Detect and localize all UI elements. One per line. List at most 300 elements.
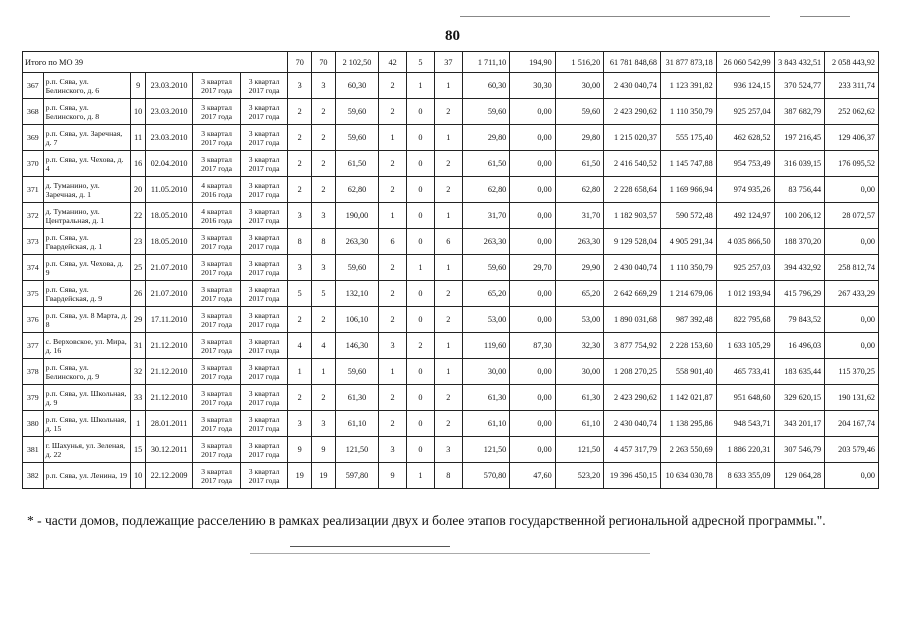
date-cell: 23.03.2010 — [145, 73, 192, 99]
value-cell: 2 263 550,69 — [660, 437, 716, 463]
value-cell: 948 543,71 — [716, 411, 774, 437]
value-cell: 974 935,26 — [716, 177, 774, 203]
total-cell: 70 — [288, 52, 312, 73]
value-cell: 59,60 — [335, 125, 378, 151]
value-cell: 0 — [407, 385, 435, 411]
quarter-cell: 3 квартал 2017 года — [193, 99, 240, 125]
number-cell: 11 — [131, 125, 145, 151]
quarter-cell: 3 квартал 2017 года — [240, 385, 288, 411]
value-cell: 2 430 040,74 — [604, 73, 661, 99]
table-row — [23, 125, 879, 151]
table-row — [23, 411, 879, 437]
value-cell: 0,00 — [510, 411, 555, 437]
value-cell: 115 370,25 — [825, 359, 879, 385]
value-cell: 29,90 — [555, 255, 604, 281]
date-cell: 21.12.2010 — [145, 333, 192, 359]
value-cell: 9 — [379, 463, 407, 489]
value-cell: 87,30 — [510, 333, 555, 359]
table-row — [23, 177, 879, 203]
value-cell: 2 — [434, 411, 462, 437]
value-cell: 925 257,03 — [716, 255, 774, 281]
value-cell: 0 — [407, 307, 435, 333]
value-cell: 4 457 317,79 — [604, 437, 661, 463]
table-row — [23, 281, 879, 307]
value-cell: 65,20 — [555, 281, 604, 307]
value-cell: 2 — [312, 177, 336, 203]
value-cell: 822 795,68 — [716, 307, 774, 333]
row-index-cell: 380 — [23, 411, 44, 437]
value-cell: 925 257,04 — [716, 99, 774, 125]
quarter-cell: 3 квартал 2017 года — [193, 463, 240, 489]
value-cell: 121,50 — [555, 437, 604, 463]
table-row — [23, 385, 879, 411]
value-cell: 47,60 — [510, 463, 555, 489]
value-cell: 9 — [288, 437, 312, 463]
value-cell: 30,00 — [555, 359, 604, 385]
quarter-cell: 3 квартал 2017 года — [193, 73, 240, 99]
value-cell: 258 812,74 — [825, 255, 879, 281]
scan-artifact-line — [250, 553, 650, 554]
value-cell: 29,70 — [510, 255, 555, 281]
value-cell: 1 — [434, 125, 462, 151]
value-cell: 4 905 291,34 — [660, 229, 716, 255]
value-cell: 1 890 031,68 — [604, 307, 661, 333]
value-cell: 0,00 — [825, 307, 879, 333]
value-cell: 121,50 — [462, 437, 509, 463]
value-cell: 2 — [288, 385, 312, 411]
value-cell: 1 012 193,94 — [716, 281, 774, 307]
quarter-cell: 3 квартал 2017 года — [240, 99, 288, 125]
value-cell: 0 — [407, 151, 435, 177]
value-cell: 3 — [288, 411, 312, 437]
value-cell: 61,30 — [335, 385, 378, 411]
value-cell: 62,80 — [335, 177, 378, 203]
value-cell: 2 — [379, 151, 407, 177]
value-cell: 100 206,12 — [774, 203, 825, 229]
date-cell: 21.12.2010 — [145, 359, 192, 385]
value-cell: 29,80 — [555, 125, 604, 151]
value-cell: 2 — [379, 73, 407, 99]
date-cell: 23.03.2010 — [145, 99, 192, 125]
table-row — [23, 73, 879, 99]
quarter-cell: 3 квартал 2017 года — [240, 177, 288, 203]
address-cell: р.п. Сява, ул. Белинского, д. 8 — [43, 99, 131, 125]
value-cell: 62,80 — [555, 177, 604, 203]
value-cell: 1 — [407, 73, 435, 99]
date-cell: 28.01.2011 — [145, 411, 192, 437]
address-cell: г. Шахунья, ул. Зеленая, д. 22 — [43, 437, 131, 463]
value-cell: 4 — [288, 333, 312, 359]
footnote: * - части домов, подлежащие расселению в рамках реализации двух и более этапов государственной региональной адресной программы.". — [27, 513, 826, 528]
quarter-cell: 3 квартал 2017 года — [240, 229, 288, 255]
value-cell: 61,10 — [335, 411, 378, 437]
quarter-cell: 3 квартал 2017 года — [193, 411, 240, 437]
value-cell: 2 — [379, 255, 407, 281]
value-cell: 0,00 — [510, 203, 555, 229]
total-cell: 3 843 432,51 — [774, 52, 825, 73]
value-cell: 2 — [434, 151, 462, 177]
value-cell: 570,80 — [462, 463, 509, 489]
value-cell: 2 — [379, 99, 407, 125]
number-cell: 29 — [131, 307, 145, 333]
value-cell: 2 — [312, 385, 336, 411]
value-cell: 0 — [407, 125, 435, 151]
quarter-cell: 3 квартал 2017 года — [193, 385, 240, 411]
row-index-cell: 371 — [23, 177, 44, 203]
value-cell: 1 — [434, 359, 462, 385]
number-cell: 15 — [131, 437, 145, 463]
quarter-cell: 3 квартал 2017 года — [240, 307, 288, 333]
value-cell: 0,00 — [825, 463, 879, 489]
value-cell: 1 169 966,94 — [660, 177, 716, 203]
value-cell: 263,30 — [462, 229, 509, 255]
address-cell: д. Туманино, ул. Заречная, д. 1 — [43, 177, 131, 203]
scan-artifact-line — [800, 16, 850, 17]
total-cell: 61 781 848,68 — [604, 52, 661, 73]
value-cell: 2 228 658,64 — [604, 177, 661, 203]
date-cell: 11.05.2010 — [145, 177, 192, 203]
value-cell: 387 682,79 — [774, 99, 825, 125]
quarter-cell: 3 квартал 2017 года — [240, 463, 288, 489]
value-cell: 16 496,03 — [774, 333, 825, 359]
value-cell: 2 — [288, 307, 312, 333]
value-cell: 370 524,77 — [774, 73, 825, 99]
value-cell: 1 — [379, 359, 407, 385]
value-cell: 492 124,97 — [716, 203, 774, 229]
value-cell: 0,00 — [510, 177, 555, 203]
scan-artifact-line — [460, 16, 770, 17]
value-cell: 1 142 021,87 — [660, 385, 716, 411]
value-cell: 2 — [379, 177, 407, 203]
value-cell: 2 423 290,62 — [604, 99, 661, 125]
address-cell: р.п. Сява, ул. Школьная, д. 9 — [43, 385, 131, 411]
value-cell: 204 167,74 — [825, 411, 879, 437]
value-cell: 1 145 747,88 — [660, 151, 716, 177]
value-cell: 3 — [312, 203, 336, 229]
value-cell: 2 — [312, 151, 336, 177]
value-cell: 1 110 350,79 — [660, 99, 716, 125]
value-cell: 0,00 — [510, 151, 555, 177]
value-cell: 1 633 105,29 — [716, 333, 774, 359]
value-cell: 1 886 220,31 — [716, 437, 774, 463]
table-row — [23, 229, 879, 255]
date-cell: 21.07.2010 — [145, 281, 192, 307]
address-cell: р.п. Сява, ул. Чехова, д. 4 — [43, 151, 131, 177]
value-cell: 0,00 — [510, 229, 555, 255]
address-cell: р.п. Сява, ул. Заречная, д. 7 — [43, 125, 131, 151]
address-cell: р.п. Сява, ул. Школьная, д. 15 — [43, 411, 131, 437]
number-cell: 31 — [131, 333, 145, 359]
value-cell: 129 064,28 — [774, 463, 825, 489]
quarter-cell: 3 квартал 2017 года — [240, 125, 288, 151]
value-cell: 2 — [312, 99, 336, 125]
value-cell: 19 396 450,15 — [604, 463, 661, 489]
value-cell: 252 062,62 — [825, 99, 879, 125]
address-cell: р.п. Сява, ул. Ленина, 19 — [43, 463, 131, 489]
value-cell: 8 — [434, 463, 462, 489]
value-cell: 3 — [288, 255, 312, 281]
value-cell: 106,10 — [335, 307, 378, 333]
value-cell: 954 753,49 — [716, 151, 774, 177]
value-cell: 59,60 — [335, 99, 378, 125]
row-index-cell: 368 — [23, 99, 44, 125]
value-cell: 465 733,41 — [716, 359, 774, 385]
value-cell: 3 — [434, 437, 462, 463]
quarter-cell: 4 квартал 2016 года — [193, 203, 240, 229]
value-cell: 2 — [379, 411, 407, 437]
value-cell: 62,80 — [462, 177, 509, 203]
number-cell: 33 — [131, 385, 145, 411]
row-index-cell: 370 — [23, 151, 44, 177]
value-cell: 30,00 — [555, 73, 604, 99]
value-cell: 555 175,40 — [660, 125, 716, 151]
quarter-cell: 3 квартал 2017 года — [240, 255, 288, 281]
value-cell: 0,00 — [510, 281, 555, 307]
value-cell: 4 035 866,50 — [716, 229, 774, 255]
value-cell: 2 — [312, 125, 336, 151]
value-cell: 2 — [434, 281, 462, 307]
value-cell: 1 138 295,86 — [660, 411, 716, 437]
value-cell: 2 416 540,52 — [604, 151, 661, 177]
value-cell: 3 — [312, 73, 336, 99]
address-cell: р.п. Сява, ул. Белинского, д. 6 — [43, 73, 131, 99]
value-cell: 1 — [407, 463, 435, 489]
table-row — [23, 255, 879, 281]
quarter-cell: 4 квартал 2016 года — [193, 177, 240, 203]
value-cell: 0,00 — [510, 437, 555, 463]
value-cell: 2 — [312, 307, 336, 333]
date-cell: 21.07.2010 — [145, 255, 192, 281]
value-cell: 3 — [288, 73, 312, 99]
value-cell: 2 — [288, 125, 312, 151]
value-cell: 3 — [312, 411, 336, 437]
quarter-cell: 3 квартал 2017 года — [240, 281, 288, 307]
quarter-cell: 3 квартал 2017 года — [193, 307, 240, 333]
quarter-cell: 3 квартал 2017 года — [240, 333, 288, 359]
value-cell: 597,80 — [335, 463, 378, 489]
value-cell: 8 — [312, 229, 336, 255]
quarter-cell: 3 квартал 2017 года — [193, 437, 240, 463]
value-cell: 1 110 350,79 — [660, 255, 716, 281]
row-index-cell: 376 — [23, 307, 44, 333]
value-cell: 8 — [288, 229, 312, 255]
value-cell: 316 039,15 — [774, 151, 825, 177]
value-cell: 394 432,92 — [774, 255, 825, 281]
page-number: 80 — [445, 28, 460, 44]
value-cell: 0 — [407, 281, 435, 307]
value-cell: 2 — [379, 281, 407, 307]
value-cell: 61,10 — [555, 411, 604, 437]
value-cell: 329 620,15 — [774, 385, 825, 411]
number-cell: 22 — [131, 203, 145, 229]
value-cell: 0 — [407, 359, 435, 385]
table-row — [23, 203, 879, 229]
value-cell: 2 — [434, 385, 462, 411]
value-cell: 61,30 — [462, 385, 509, 411]
value-cell: 2 430 040,74 — [604, 411, 661, 437]
value-cell: 2 — [434, 99, 462, 125]
value-cell: 65,20 — [462, 281, 509, 307]
quarter-cell: 3 квартал 2017 года — [240, 73, 288, 99]
total-cell: 26 060 542,99 — [716, 52, 774, 73]
quarter-cell: 3 квартал 2017 года — [240, 151, 288, 177]
value-cell: 132,10 — [335, 281, 378, 307]
date-cell: 21.12.2010 — [145, 385, 192, 411]
value-cell: 19 — [312, 463, 336, 489]
value-cell: 59,60 — [462, 99, 509, 125]
total-cell: 70 — [312, 52, 336, 73]
value-cell: 4 — [312, 333, 336, 359]
value-cell: 188 370,20 — [774, 229, 825, 255]
resettlement-table — [22, 51, 879, 489]
value-cell: 59,60 — [555, 99, 604, 125]
value-cell: 1 208 270,25 — [604, 359, 661, 385]
value-cell: 9 — [312, 437, 336, 463]
value-cell: 1 — [379, 125, 407, 151]
value-cell: 0,00 — [510, 359, 555, 385]
value-cell: 1 — [312, 359, 336, 385]
value-cell: 60,30 — [335, 73, 378, 99]
total-cell: 2 102,50 — [335, 52, 378, 73]
date-cell: 02.04.2010 — [145, 151, 192, 177]
address-cell: р.п. Сява, ул. Гвардейская, д. 9 — [43, 281, 131, 307]
value-cell: 29,80 — [462, 125, 509, 151]
address-cell: р.п. Сява, ул. Гвардейская, д. 1 — [43, 229, 131, 255]
value-cell: 2 228 153,60 — [660, 333, 716, 359]
value-cell: 0,00 — [825, 177, 879, 203]
value-cell: 30,00 — [462, 359, 509, 385]
value-cell: 2 — [407, 333, 435, 359]
date-cell: 18.05.2010 — [145, 203, 192, 229]
total-cell: 194,90 — [510, 52, 555, 73]
value-cell: 1 214 679,06 — [660, 281, 716, 307]
quarter-cell: 3 квартал 2017 года — [240, 203, 288, 229]
value-cell: 0,00 — [510, 125, 555, 151]
number-cell: 23 — [131, 229, 145, 255]
value-cell: 61,30 — [555, 385, 604, 411]
date-cell: 18.05.2010 — [145, 229, 192, 255]
value-cell: 183 635,44 — [774, 359, 825, 385]
table-row — [23, 333, 879, 359]
row-index-cell: 375 — [23, 281, 44, 307]
value-cell: 61,50 — [555, 151, 604, 177]
value-cell: 1 123 391,82 — [660, 73, 716, 99]
quarter-cell: 3 квартал 2017 года — [240, 437, 288, 463]
value-cell: 59,60 — [462, 255, 509, 281]
date-cell: 23.03.2010 — [145, 125, 192, 151]
row-index-cell: 369 — [23, 125, 44, 151]
value-cell: 79 843,52 — [774, 307, 825, 333]
total-cell: 5 — [407, 52, 435, 73]
value-cell: 2 430 040,74 — [604, 255, 661, 281]
value-cell: 233 311,74 — [825, 73, 879, 99]
value-cell: 2 642 669,29 — [604, 281, 661, 307]
value-cell: 0 — [407, 437, 435, 463]
row-index-cell: 373 — [23, 229, 44, 255]
table-row — [23, 307, 879, 333]
value-cell: 523,20 — [555, 463, 604, 489]
value-cell: 2 423 290,62 — [604, 385, 661, 411]
value-cell: 197 216,45 — [774, 125, 825, 151]
number-cell: 1 — [131, 411, 145, 437]
value-cell: 3 — [312, 255, 336, 281]
date-cell: 22.12.2009 — [145, 463, 192, 489]
value-cell: 307 546,79 — [774, 437, 825, 463]
value-cell: 415 796,29 — [774, 281, 825, 307]
value-cell: 203 579,46 — [825, 437, 879, 463]
value-cell: 9 129 528,04 — [604, 229, 661, 255]
value-cell: 0 — [407, 203, 435, 229]
value-cell: 936 124,15 — [716, 73, 774, 99]
value-cell: 1 — [407, 255, 435, 281]
number-cell: 26 — [131, 281, 145, 307]
total-cell: 42 — [379, 52, 407, 73]
value-cell: 8 633 355,09 — [716, 463, 774, 489]
quarter-cell: 3 квартал 2017 года — [240, 411, 288, 437]
value-cell: 1 — [288, 359, 312, 385]
value-cell: 190,00 — [335, 203, 378, 229]
value-cell: 2 — [288, 177, 312, 203]
value-cell: 263,30 — [555, 229, 604, 255]
quarter-cell: 3 квартал 2017 года — [193, 333, 240, 359]
value-cell: 28 072,57 — [825, 203, 879, 229]
value-cell: 61,50 — [462, 151, 509, 177]
address-cell: р.п. Сява, ул. 8 Марта, д. 8 — [43, 307, 131, 333]
value-cell: 590 572,48 — [660, 203, 716, 229]
value-cell: 10 634 030,78 — [660, 463, 716, 489]
row-index-cell: 378 — [23, 359, 44, 385]
value-cell: 951 648,60 — [716, 385, 774, 411]
total-cell: 37 — [434, 52, 462, 73]
quarter-cell: 3 квартал 2017 года — [193, 255, 240, 281]
number-cell: 20 — [131, 177, 145, 203]
value-cell: 462 628,52 — [716, 125, 774, 151]
value-cell: 2 — [288, 151, 312, 177]
table-row — [23, 359, 879, 385]
number-cell: 16 — [131, 151, 145, 177]
date-cell: 17.11.2010 — [145, 307, 192, 333]
value-cell: 0,00 — [510, 307, 555, 333]
value-cell: 119,60 — [462, 333, 509, 359]
value-cell: 59,60 — [335, 255, 378, 281]
value-cell: 987 392,48 — [660, 307, 716, 333]
table-row — [23, 151, 879, 177]
value-cell: 176 095,52 — [825, 151, 879, 177]
value-cell: 6 — [434, 229, 462, 255]
total-label: Итого по МО 39 — [23, 52, 288, 73]
value-cell: 60,30 — [462, 73, 509, 99]
row-index-cell: 382 — [23, 463, 44, 489]
total-cell: 2 058 443,92 — [825, 52, 879, 73]
quarter-cell: 3 квартал 2017 года — [193, 151, 240, 177]
quarter-cell: 3 квартал 2017 года — [193, 359, 240, 385]
value-cell: 61,50 — [335, 151, 378, 177]
value-cell: 3 877 754,92 — [604, 333, 661, 359]
value-cell: 1 — [434, 255, 462, 281]
value-cell: 61,10 — [462, 411, 509, 437]
value-cell: 0 — [407, 99, 435, 125]
value-cell: 0,00 — [510, 99, 555, 125]
number-cell: 10 — [131, 463, 145, 489]
date-cell: 30.12.2011 — [145, 437, 192, 463]
total-cell: 1 516,20 — [555, 52, 604, 73]
value-cell: 32,30 — [555, 333, 604, 359]
total-row — [23, 52, 879, 73]
value-cell: 31,70 — [555, 203, 604, 229]
value-cell: 190 131,62 — [825, 385, 879, 411]
row-index-cell: 374 — [23, 255, 44, 281]
value-cell: 3 — [379, 437, 407, 463]
